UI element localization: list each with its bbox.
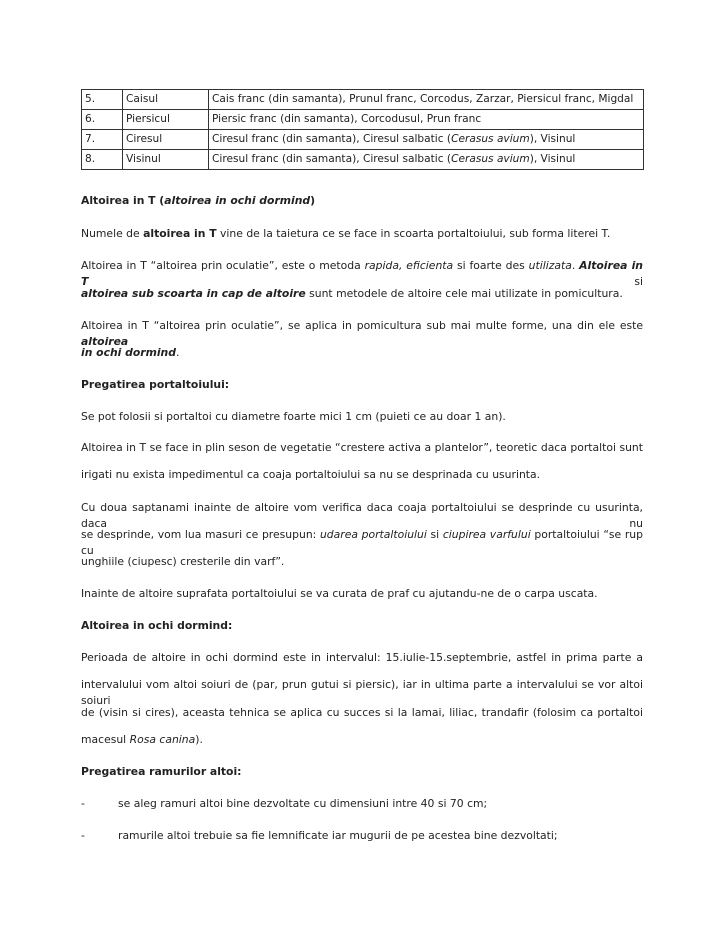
row-number: 8. xyxy=(82,150,123,170)
rootstocks: Piersic franc (din samanta), Corcodusul, Prun franc xyxy=(209,110,644,130)
paragraph: Numele de altoirea in T vine de la taietura ce se face in scoarta portaltoiului, sub forma literei T. xyxy=(81,227,611,240)
rootstocks: Ciresul franc (din samanta), Ciresul salbatic (Cerasus avium), Visinul xyxy=(209,150,644,170)
paragraph-line: Altoirea in T se face in plin seson de vegetatie “crestere activa a plantelor”, teoretic daca portaltoi sunt xyxy=(81,441,643,454)
list-dash: - xyxy=(81,797,85,810)
paragraph-line: Perioada de altoire in ochi dormind este in intervalul: 15.iulie-15.septembrie, astfel in prima parte a xyxy=(81,651,643,664)
paragraph-line: altoirea sub scoarta in cap de altoire sunt metodele de altoire cele mai utilizate in pomicultura. xyxy=(81,287,623,300)
row-number: 5. xyxy=(82,90,123,110)
species-name: Ciresul xyxy=(123,130,209,150)
paragraph-line: de (visin si cires), aceasta tehnica se aplica cu succes si la lamai, liliac, trandafir (folosim ca portaltoi xyxy=(81,706,643,719)
table-row xyxy=(82,130,644,150)
row-number: 7. xyxy=(82,130,123,150)
paragraph-line: macesul Rosa canina). xyxy=(81,733,203,746)
list-item-text: se aleg ramuri altoi bine dezvoltate cu dimensiuni intre 40 si 70 cm; xyxy=(118,797,488,810)
list-dash: - xyxy=(81,829,85,842)
paragraph-line: intervalului vom altoi soiuri de (par, prun gutui si piersic), iar in ultima parte a intervalului se vor altoi soiuri xyxy=(81,678,643,707)
paragraph-line: Altoirea in T “altoirea prin oculatie”, este o metoda rapida, eficienta si foarte des utilizata. Altoirea in T si xyxy=(81,259,643,288)
section-heading: Altoirea in T (altoirea in ochi dormind) xyxy=(81,194,316,207)
paragraph-line: Altoirea in T “altoirea prin oculatie”, se aplica in pomicultura sub mai multe forme, una din ele este altoirea xyxy=(81,319,643,348)
paragraph-line: irigati nu exista impedimentul ca coaja portaltoiului sa nu se desprinada cu usurinta. xyxy=(81,468,541,481)
species-name: Piersicul xyxy=(123,110,209,130)
paragraph-line: in ochi dormind. xyxy=(81,346,180,359)
table-row xyxy=(82,90,644,110)
row-number: 6. xyxy=(82,110,123,130)
table-row xyxy=(82,150,644,170)
table-row xyxy=(82,110,644,130)
section-heading: Pregatirea ramurilor altoi: xyxy=(81,765,242,778)
rootstocks: Ciresul franc (din samanta), Ciresul salbatic (Cerasus avium), Visinul xyxy=(209,130,644,150)
paragraph: Inainte de altoire suprafata portaltoiului se va curata de praf cu ajutandu-ne de o carpa uscata. xyxy=(81,587,598,600)
paragraph: Se pot folosii si portaltoi cu diametre foarte mici 1 cm (puieti ce au doar 1 an). xyxy=(81,410,506,423)
rootstock-table xyxy=(81,89,644,170)
paragraph-line: unghiile (ciupesc) cresterile din varf”. xyxy=(81,555,285,568)
list-item-text: ramurile altoi trebuie sa fie lemnificate iar mugurii de pe acestea bine dezvoltati; xyxy=(118,829,558,842)
paragraph-line: se desprinde, vom lua masuri ce presupun: udarea portaltoiului si ciupirea varfului portaltoiului “se rup cu xyxy=(81,528,643,557)
species-name: Caisul xyxy=(123,90,209,110)
paragraph-line: Cu doua saptanami inainte de altoire vom verifica daca coaja portaltoiului se desprinde cu usurinta, daca nu xyxy=(81,501,643,530)
section-heading: Pregatirea portaltoiului: xyxy=(81,378,230,391)
section-heading: Altoirea in ochi dormind: xyxy=(81,619,233,632)
species-name: Visinul xyxy=(123,150,209,170)
rootstocks: Cais franc (din samanta), Prunul franc, Corcodus, Zarzar, Piersicul franc, Migdal xyxy=(209,90,644,110)
